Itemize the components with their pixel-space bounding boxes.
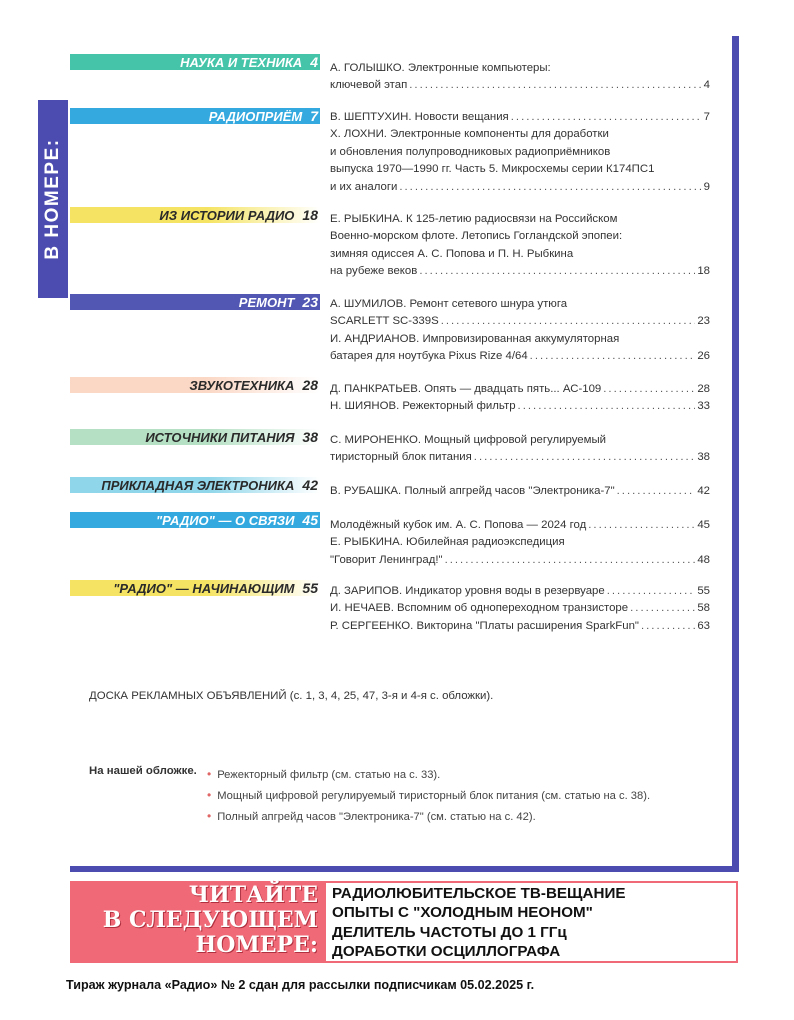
dot-leader	[474, 449, 696, 466]
toc-entry	[330, 534, 710, 551]
next-issue-list	[324, 881, 738, 963]
dot-leader	[419, 263, 695, 280]
cover-item: • Мощный цифровой регулируемый тиристорный блок питания (см. статью на с. 38).	[207, 788, 651, 802]
section-title: РЕМОНТ	[238, 295, 295, 310]
toc-entry	[330, 618, 710, 635]
toc-entry-text: и обновления полупроводниковых радиоприёмников	[330, 145, 611, 158]
toc-entry-text: Военно-морском флоте. Летопись Гогландской эпопеи:	[330, 230, 623, 243]
toc-entry-page: 28	[697, 383, 710, 395]
toc-entry-text: В. РУБАШКА. Полный апгрейд часов "Электроника-7"	[330, 485, 615, 497]
section-page: 7	[310, 108, 318, 124]
toc-entry-page: 38	[697, 451, 710, 464]
toc-entry-text: тиристорный блок питания	[330, 451, 472, 464]
dot-leader	[409, 77, 701, 94]
section-title: НАУКА И ТЕХНИКА	[180, 55, 303, 70]
toc-entry-text: SCARLETT SC-339S	[330, 315, 439, 328]
section-page: 38	[302, 429, 318, 445]
section-page: 23	[302, 294, 318, 310]
toc-entry	[330, 179, 710, 196]
toc-entry	[330, 246, 710, 263]
toc-entry	[330, 263, 710, 280]
dot-leader	[607, 583, 696, 600]
toc-entry-text: А. ГОЛЫШКО. Электронные компьютеры:	[330, 62, 551, 74]
cover-item: • Полный апгрейд часов "Электроника-7" (см. статью на с. 42).	[207, 809, 536, 823]
section-entries	[330, 60, 710, 95]
toc-entry-text: "Говорит Ленинград!"	[330, 553, 443, 566]
toc-entry-page: 42	[697, 485, 710, 497]
section-header	[70, 477, 320, 493]
toc-entry-page: 45	[697, 519, 710, 531]
toc-entry	[330, 109, 710, 126]
cover-label: На нашей обложке.	[89, 765, 197, 777]
dot-leader	[641, 618, 695, 635]
dot-leader	[511, 109, 702, 126]
ads-line: ДОСКА РЕКЛАМНЫХ ОБЪЯВЛЕНИЙ (с. 1, 3, 4, 25, 47, 3-я и 4-я с. обложки).	[89, 690, 494, 702]
toc-entry-text: ключевой этап	[330, 79, 408, 92]
section-header	[70, 294, 320, 310]
toc-entry-text: на рубеже веков	[330, 265, 418, 278]
toc-entry-page: 18	[697, 265, 710, 278]
toc-entry	[330, 600, 710, 617]
toc-entry	[330, 348, 710, 365]
toc-entry-text: С. МИРОНЕНКО. Мощный цифровой регулируемый	[330, 434, 606, 446]
dot-leader	[603, 381, 695, 398]
contents-vertical-label: В НОМЕРЕ:	[42, 138, 63, 260]
section-title: РАДИОПРИЁМ	[208, 109, 303, 124]
section-entries	[330, 583, 710, 635]
section-title: ПРИКЛАДНАЯ ЭЛЕКТРОНИКА	[101, 478, 295, 493]
section-page: 28	[302, 377, 318, 393]
section-header	[70, 207, 320, 223]
toc-entry	[330, 228, 710, 245]
toc-entry	[330, 331, 710, 348]
toc-entry	[330, 483, 710, 500]
next-issue-item: ДЕЛИТЕЛЬ ЧАСТОТЫ ДО 1 ГГц	[332, 923, 567, 941]
toc-entry	[330, 398, 710, 415]
toc-entry-page: 23	[697, 315, 710, 328]
toc-entry-text: И. АНДРИАНОВ. Импровизированная аккумуляторная	[330, 332, 620, 345]
toc-entry	[330, 126, 710, 143]
cover-list	[207, 764, 650, 827]
toc-entry-text: батарея для ноутбука Pixus Rize 4/64	[330, 350, 528, 363]
dot-leader	[399, 179, 701, 196]
bullet-icon: •	[207, 767, 212, 781]
next-issue-item: ОПЫТЫ С "ХОЛОДНЫМ НЕОНОМ"	[332, 904, 593, 922]
toc-entry-page: 9	[703, 180, 710, 193]
toc-entry-page: 7	[703, 111, 710, 123]
section-entries	[330, 211, 710, 281]
toc-entry-page: 26	[697, 350, 710, 363]
toc-entry	[330, 583, 710, 600]
section-entries	[330, 517, 710, 569]
toc-entry-text: и их аналоги	[330, 180, 398, 193]
toc-entry-text: Молодёжный кубок им. А. С. Попова — 2024 год	[330, 519, 587, 531]
toc-entry	[330, 296, 710, 313]
toc-entry-text: Д. ПАНКРАТЬЕВ. Опять — двадцать пять... АС-109	[330, 383, 602, 395]
circulation-footer: Тираж журнала «Радио» № 2 сдан для рассылки подписчикам 05.02.2025 г.	[66, 978, 535, 992]
toc-entry-text: И. НЕЧАЕВ. Вспомним об однопереходном транзисторе	[330, 602, 629, 615]
toc-entry-page: 63	[697, 619, 710, 632]
section-title: ЗВУКОТЕХНИКА	[189, 378, 295, 393]
dot-leader	[530, 348, 696, 365]
bullet-icon: •	[207, 809, 212, 823]
section-entries	[330, 109, 710, 196]
frame-right-border	[732, 36, 739, 872]
section-page: 55	[302, 580, 318, 596]
toc-entry	[330, 161, 710, 178]
frame-bottom-border	[70, 866, 739, 872]
toc-entry-text: Е. РЫБКИНА. Юбилейная радиоэкспедиция	[330, 536, 565, 549]
section-page: 18	[302, 207, 318, 223]
dot-leader	[617, 483, 696, 500]
toc-entry	[330, 517, 710, 534]
toc-entry-text: А. ШУМИЛОВ. Ремонт сетевого шнура утюга	[330, 298, 568, 310]
section-page: 45	[302, 512, 318, 528]
next-issue-item: ДОРАБОТКИ ОСЦИЛЛОГРАФА	[332, 943, 561, 961]
next-issue-title: ЧИТАЙТЕ В СЛЕДУЮЩЕМ НОМЕРЕ:	[102, 882, 318, 958]
toc-entry-text: В. ШЕПТУХИН. Новости вещания	[330, 111, 509, 123]
section-header	[70, 108, 320, 124]
section-title: "РАДИО" — НАЧИНАЮЩИМ	[113, 581, 295, 596]
toc-entry	[330, 552, 710, 569]
toc-entry	[330, 381, 710, 398]
toc-entry-text: Е. РЫБКИНА. К 125-летию радиосвязи на Российском	[330, 213, 618, 225]
section-header	[70, 54, 320, 70]
toc-entry	[330, 432, 710, 449]
section-entries	[330, 483, 710, 500]
toc-entry-text: Н. ШИЯНОВ. Режекторный фильтр	[330, 400, 516, 413]
next-issue-item: РАДИОЛЮБИТЕЛЬСКОЕ ТВ-ВЕЩАНИЕ	[332, 885, 626, 902]
toc-entry	[330, 313, 710, 330]
section-page: 4	[310, 54, 318, 70]
toc-entry-page: 33	[697, 400, 710, 413]
section-header	[70, 512, 320, 528]
dot-leader	[441, 313, 696, 330]
dot-leader	[630, 600, 695, 617]
bullet-icon: •	[207, 788, 212, 802]
toc-entry	[330, 144, 710, 161]
section-entries	[330, 381, 710, 416]
toc-entry-text: выпуска 1970—1990 гг. Часть 5. Микросхемы серии К174ПС1	[330, 163, 655, 176]
toc-entry	[330, 77, 710, 94]
section-title: ИСТОЧНИКИ ПИТАНИЯ	[145, 430, 295, 445]
section-header	[70, 429, 320, 445]
dot-leader	[445, 552, 696, 569]
section-header	[70, 377, 320, 393]
section-entries	[330, 432, 710, 467]
dot-leader	[588, 517, 695, 534]
toc-entry-text: Х. ЛОХНИ. Электронные компоненты для доработки	[330, 128, 609, 141]
toc-entry-page: 58	[697, 602, 710, 615]
toc-entry-page: 55	[697, 585, 710, 597]
section-entries	[330, 296, 710, 366]
next-issue-banner	[70, 881, 324, 963]
toc-entry-page: 48	[697, 553, 710, 566]
dot-leader	[518, 398, 696, 415]
section-title: "РАДИО" — О СВЯЗИ	[155, 513, 295, 528]
toc-entry	[330, 60, 710, 77]
cover-item: • Режекторный фильтр (см. статью на с. 33).	[207, 767, 441, 781]
toc-entry-text: Д. ЗАРИПОВ. Индикатор уровня воды в резервуаре	[330, 585, 605, 597]
toc-entry-text: зимняя одиссея А. С. Попова и П. Н. Рыбкина	[330, 247, 574, 260]
toc-entry	[330, 211, 710, 228]
section-title: ИЗ ИСТОРИИ РАДИО	[159, 208, 295, 223]
section-page: 42	[302, 477, 318, 493]
toc-entry-page: 4	[703, 79, 710, 92]
toc-entry-text: Р. СЕРГЕЕНКО. Викторина "Платы расширения SparkFun"	[330, 619, 639, 632]
toc-entry	[330, 449, 710, 466]
section-header	[70, 580, 320, 596]
